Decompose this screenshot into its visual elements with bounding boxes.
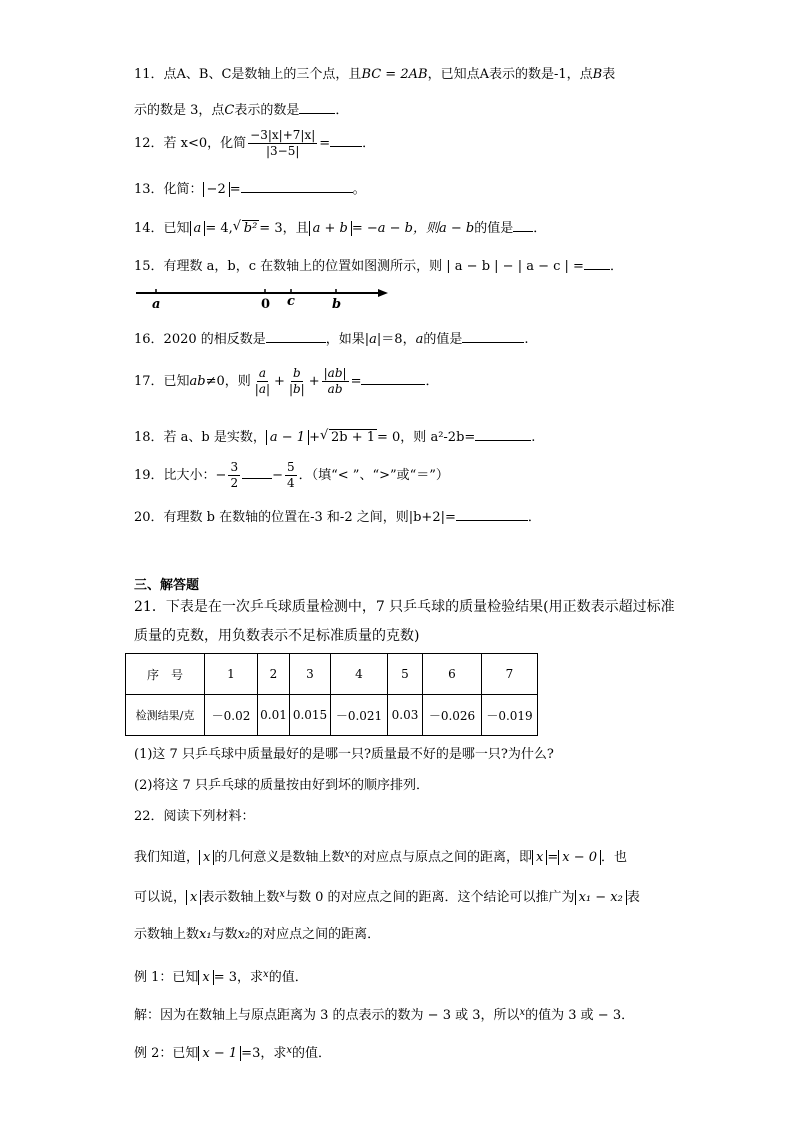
question-14: 14．已知 a = 4,√ b² = 3，且 a + b = −a − b，则a − b的值是 ． (134, 217, 546, 238)
sqrt: √ b² (233, 220, 260, 238)
fraction-a: $\frac{a}{|a|}$ (254, 366, 271, 396)
answer-blank[interactable] (456, 506, 528, 521)
question-11-line2: 示的数是 3，点C表示的数是 ． (134, 99, 348, 120)
table-cell: 序 号 (126, 654, 205, 695)
question-21-line1: 21．下表是在一次乒乓球质量检测中，7 只乒乓球的质量检验结果(用正数表示超过标准 (134, 599, 675, 615)
table-cell: 1 (205, 654, 258, 695)
example-2: 例 2：已知 x − 1 =3，求$^x$的值． (134, 1045, 331, 1061)
quality-table (125, 653, 538, 736)
answer-blank[interactable] (513, 217, 533, 232)
table-cell: 0.01 (258, 695, 290, 736)
table-cell: 0.015 (290, 695, 331, 736)
sqrt: √ 2b + 1 (320, 429, 377, 447)
question-21-sub1: (1)这 7 只乒乓球中质量最好的是哪一只?质量最不好的是哪一只?为什么? (134, 747, 554, 762)
example-1: 例 1：已知 x = 3，求$^x$的值． (134, 969, 308, 985)
label-c: c (287, 294, 295, 309)
question-21-sub2: (2)将这 7 只乒乓球的质量按由好到坏的顺序排列． (134, 778, 429, 793)
question-16: 16．2020 的相反数是 ，如果|a|＝8，a的值是 . (134, 328, 529, 349)
answer-blank[interactable] (330, 132, 362, 147)
table-cell: 0.03 (388, 695, 423, 736)
table-cell: 2 (258, 654, 290, 695)
fraction-3-2: $\frac{3}{2}$ (230, 460, 239, 490)
fraction-b: $\frac{b}{|b|}$ (288, 366, 305, 396)
answer-blank[interactable] (361, 370, 425, 385)
table-cell: 检测结果/克 (126, 695, 205, 736)
answer-blank[interactable] (299, 99, 335, 114)
question-13: 13．化简： −2 = 。 (134, 178, 366, 199)
table-row (126, 695, 538, 736)
question-17: 17．已知ab≠0，则 $\frac{a}{|a|}$ + $\frac{b}{|b|}$ + $\frac{|ab|}{ab}$ = ． (134, 366, 439, 396)
question-18: 18．若 a、b 是实数， a − 1 +√ 2b + 1 = 0，则 a²-2b= . (134, 426, 535, 447)
question-22-line2: 可以说， x 表示数轴上数$^x$与数 0 的对应点之间的距离．这个结论可以推广为 x₁ − x₂ 表 (134, 889, 640, 905)
answer-blank[interactable] (242, 464, 272, 479)
fraction-5-4: $\frac{5}{4}$ (286, 460, 295, 490)
table-cell: 4 (331, 654, 388, 695)
question-11-line1: 11．点A、B、C是数轴上的三个点，且BC = 2AB，已知点A表示的数是-1，点B表 (134, 67, 616, 82)
question-22-line3: 示数轴上数x₁与数x₂的对应点之间的距离． (134, 927, 381, 942)
table-cell: 5 (388, 654, 423, 695)
question-12: 12．若 x<0，化简 $\frac{-3|x|+7|x|}{|3-5|}$ = ． (134, 128, 376, 158)
table-cell: 3 (290, 654, 331, 695)
question-20: 20．有理数 b 在数轴的位置在-3 和-2 之间，则|b+2|= ． (134, 506, 541, 527)
label-zero: 0 (261, 297, 271, 310)
table-cell: －0.026 (423, 695, 482, 736)
arrow-head (378, 289, 388, 297)
table-cell: －0.021 (331, 695, 388, 736)
number-line (134, 286, 390, 310)
table-cell: －0.019 (482, 695, 538, 736)
example-1-solution: 解：因为在数轴上与原点距离为 3 的点表示的数为 − 3 或 3，所以$^x$的值为 3 或 − 3． (134, 1007, 635, 1023)
answer-blank[interactable] (266, 328, 326, 343)
table-cell: 6 (423, 654, 482, 695)
label-a: a (152, 297, 161, 310)
answer-blank[interactable] (462, 328, 524, 343)
section-heading: 三、解答题 (134, 578, 200, 593)
question-15: 15．有理数 a，b，c 在数轴上的位置如图测所示，则 | a − b | − | a − c | = ． (134, 255, 623, 276)
question-21-line2: 质量的克数，用负数表示不足标准质量的克数) (134, 628, 420, 644)
question-22-title: 22．阅读下列材料： (134, 809, 255, 824)
label-b: b (332, 297, 342, 310)
answer-blank[interactable] (584, 255, 610, 270)
answer-blank[interactable] (475, 426, 531, 441)
fraction: $\frac{-3|x|+7|x|}{|3-5|}$ (250, 128, 316, 158)
table-cell: －0.02 (205, 695, 258, 736)
table-cell: 7 (482, 654, 538, 695)
question-22-line1: 我们知道， x 的几何意义是数轴上数$^x$的对应点与原点之间的距离，即 x = x − 0 ．也 (134, 849, 628, 865)
fraction-ab: $\frac{|ab|}{ab}$ (323, 366, 347, 396)
answer-blank[interactable] (241, 178, 353, 193)
table-row (126, 654, 538, 695)
question-19: 19．比大小：− $\frac{3}{2}$ − $\frac{5}{4}$ ．（填“< ”、“>”或“＝”） (134, 460, 449, 490)
